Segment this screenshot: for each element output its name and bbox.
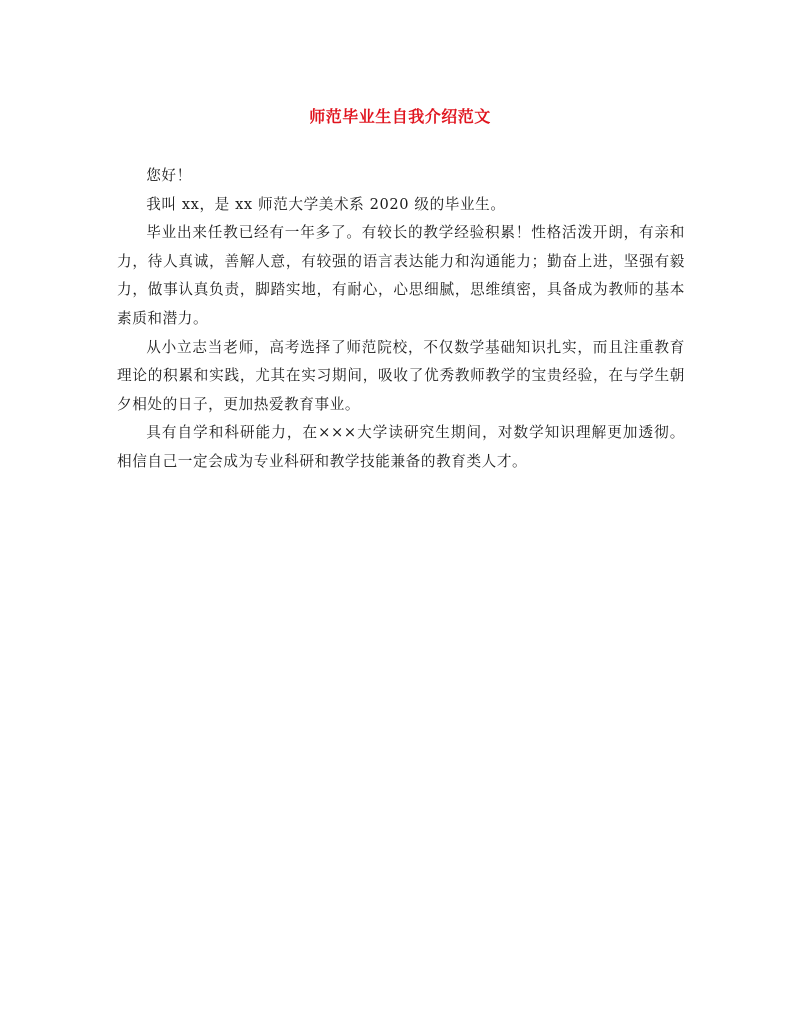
document-title: 师范毕业生自我介绍范文 bbox=[309, 107, 491, 126]
paragraph-greeting: 您好！ bbox=[146, 167, 192, 184]
paragraph-experience: 毕业出来任教已经有一年多了。有较长的教学经验积累！性格活泼开朗，有亲和力，待人真诚，善解人意，有较强的语言表达能力和沟通能力；勤奋上进，坚强有毅力，做事认真负责，脚踏实地，有耐心，心思细腻，思维缜密，具备成为教师的基本素质和潜力。 bbox=[117, 224, 685, 327]
paragraph-aspiration: 从小立志当老师，高考选择了师范院校，不仅数学基础知识扎实，而且注重教育理论的积累和实践，尤其在实习期间，吸收了优秀教师教学的宝贵经验，在与学生朝夕相处的日子，更加热爱教育事业。 bbox=[117, 338, 685, 413]
paragraph-intro: 我叫 xx，是 xx 师范大学美术系 2020 级的毕业生。 bbox=[146, 195, 506, 213]
document-body bbox=[117, 162, 685, 477]
paragraph-research: 具有自学和科研能力，在×××大学读研究生期间，对数学知识理解更加透彻。相信自己一定会成为专业科研和教学技能兼备的教育类人才。 bbox=[117, 424, 685, 470]
